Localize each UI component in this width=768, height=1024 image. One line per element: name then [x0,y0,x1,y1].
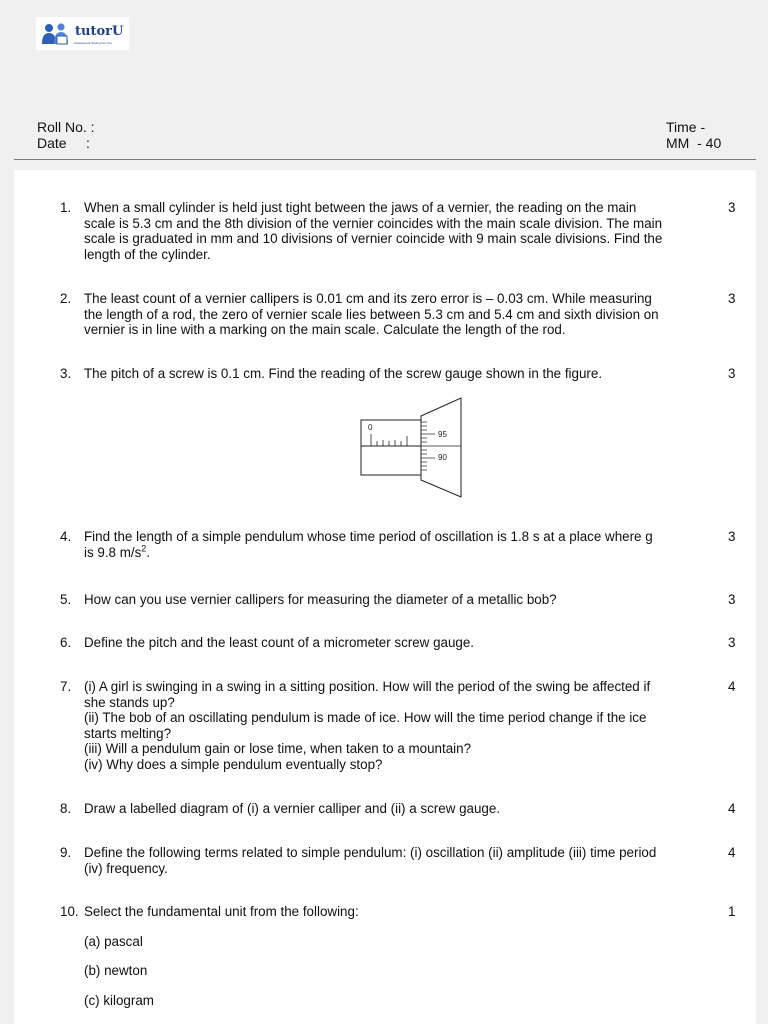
question-2: 2. The least count of a vernier callipers is 0.01 cm and its zero error is – 0.03 cm. While measuring the length of a rod, the zero of vernier scale lies between 5.3 cm and 5.4 cm and sixth division on vernier is in line with a marking on the main scale. Calculate the length of the rod. [60,291,659,338]
question-number: 5. [60,592,72,607]
question-5-marks: 3 [728,592,736,607]
question-4: 4. Find the length of a simple pendulum whose time period of oscillation is 1.8 s at a place where g is 9.8 $m/s^2$. [60,529,653,560]
question-9-marks: 4 [728,845,736,860]
question-number: 6. [60,635,72,650]
label-90: 90 [438,453,447,462]
question-number: 1. [60,200,72,215]
option-a: (a) pascal [84,934,143,949]
question-7-marks: 4 [728,679,736,694]
roll-no-label: Roll No. : [37,119,95,135]
question-number: 9. [60,845,72,860]
question-5: 5. How can you use vernier callipers for measuring the diameter of a metallic bob? [60,592,557,607]
logo-text: tutorU [75,24,124,39]
question-10: 10. Select the fundamental unit from the following: [60,904,359,919]
question-9: 9. Define the following terms related to simple pendulum: (i) oscillation (ii) amplitude (iii) time period (iv) frequency. [60,845,657,876]
question-6-marks: 3 [728,635,736,650]
question-1: 1. When a small cylinder is held just tight between the jaws of a vernier, the reading on the main scale is 5.3 cm and the 8th division of the vernier coincides with the main scale division. The main scale is graduated in mm and 10 divisions of vernier coincide with 9 main scale divisions. Find the length of the cylinder. [60,200,663,262]
label-95: 95 [438,430,447,439]
header-divider [14,159,756,160]
question-number: 2. [60,291,72,306]
question-8-marks: 4 [728,801,736,816]
question-number: 3. [60,366,72,381]
screw-gauge-figure [360,396,466,500]
question-2-marks: 3 [728,291,736,306]
question-number: 4. [60,529,72,544]
question-3-marks: 3 [728,366,736,381]
tutoru-logo [36,17,129,50]
option-c: (c) kilogram [84,993,154,1008]
question-4-marks: 3 [728,529,736,544]
question-number: 7. [60,679,72,694]
question-6: 6. Define the pitch and the least count of a micrometer screw gauge. [60,635,475,650]
question-number: 8. [60,801,72,816]
date-label: Date : [37,135,90,151]
zero-label: 0 [368,423,373,432]
question-8: 8. Draw a labelled diagram of (i) a vernier calliper and (ii) a screw gauge. [60,801,501,816]
question-1-marks: 3 [728,200,736,215]
question-3: 3. The pitch of a screw is 0.1 cm. Find the reading of the screw gauge shown in the figure. [60,366,603,381]
question-7: 7. (i) A girl is swinging in a swing in a sitting position. How will the period of the swing be affected if she stands up? (ii) The bob of an oscillating pendulum is made of ice. How will the time period change if the ice starts melting? (iii) Will a pendulum gain or lose time, when taken to a mountain? (iv) Why does a simple pendulum eventually stop? [60,679,651,772]
question-10-marks: 1 [728,904,736,919]
time-label: Time - [666,119,706,135]
question-number: 10. [60,904,79,919]
people-icon [40,22,74,46]
option-b: (b) newton [84,963,148,978]
max-marks-label: MM - 40 [666,135,722,151]
logo-tagline: Assessment Testing For You [74,41,112,45]
